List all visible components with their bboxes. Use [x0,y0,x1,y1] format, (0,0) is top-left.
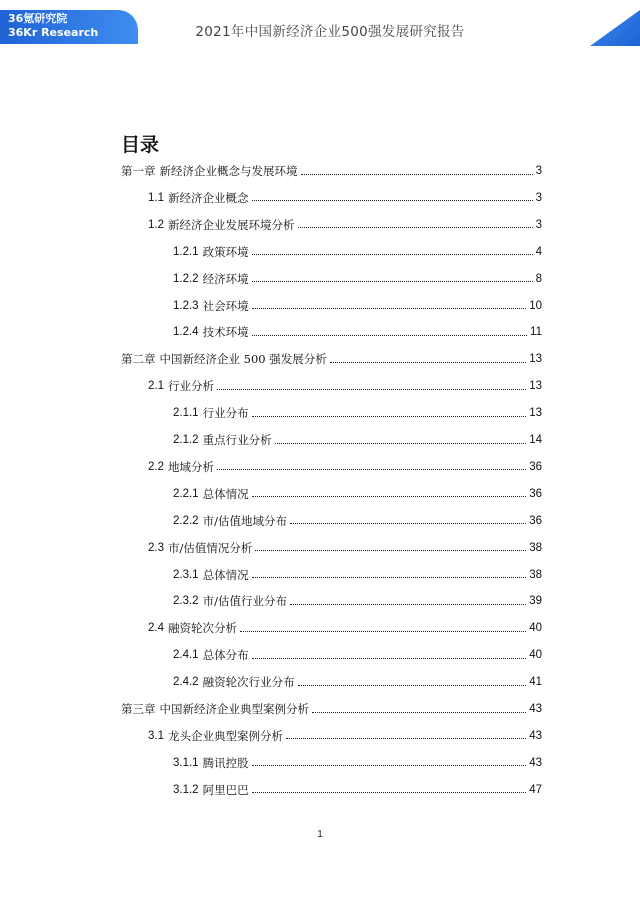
toc-entry-number: 1.1 [148,191,164,204]
toc-entry[interactable] [121,158,542,184]
toc-entry-number: 第二章 [121,352,156,367]
toc-entry-number: 2.1.1 [173,407,199,420]
toc-entry[interactable] [148,454,542,480]
toc-entry[interactable] [173,669,542,695]
toc-entry[interactable] [148,535,542,561]
toc-entry-number: 3.1.2 [173,783,199,796]
toc-entry-number: 2.2.1 [173,487,199,500]
toc-entry-page: 13 [529,407,542,420]
toc-entry-title: 融资轮次分析 [168,621,237,636]
toc-leader-dots [312,712,526,713]
toc-entry-page: 13 [529,353,542,366]
toc-leader-dots [275,443,527,444]
toc-entry-page: 10 [529,299,542,312]
toc-leader-dots [255,550,526,551]
toc-entry[interactable] [173,319,542,345]
toc-entry-number: 2.3 [148,541,164,554]
toc-leader-dots [252,496,527,497]
toc-leader-dots [252,658,527,659]
toc-leader-dots [217,389,526,390]
toc-entry-page: 43 [529,703,542,715]
toc-entry[interactable] [173,508,542,534]
toc-leader-dots [330,362,526,363]
toc-entry-number: 2.2 [148,460,164,473]
toc-entry-page: 3 [535,218,542,231]
toc-entry[interactable] [173,293,542,319]
toc-leader-dots [252,577,527,578]
toc-entry-number: 2.4.2 [173,676,199,689]
toc-entry-title: 新经济企业概念与发展环境 [159,164,298,178]
toc-leader-dots [290,604,526,605]
toc-leader-dots [252,281,533,282]
toc-entry-number: 1.2.2 [173,272,199,285]
toc-entry[interactable] [148,373,542,399]
toc-entry-page: 14 [529,434,542,446]
toc-entry-page: 36 [529,460,542,473]
toc-entry[interactable] [173,266,542,292]
toc-entry-number: 1.2.3 [173,299,199,312]
toc-entry-number: 2.4 [148,622,164,635]
toc-leader-dots [252,200,533,201]
toc-entry-title: 中国新经济企业典型案例分析 [159,702,309,716]
toc-leader-dots [252,335,527,336]
toc-leader-dots [217,469,526,470]
toc-entry-number: 3.1.1 [173,756,199,769]
toc-entry-page: 11 [530,326,542,339]
toc-entry-number: 2.3.2 [173,595,199,608]
toc-entry[interactable] [173,642,542,668]
toc-leader-dots [240,631,526,632]
toc-entry-title: 新经济企业发展环境分析 [168,217,295,232]
corner-decoration [590,10,640,46]
toc-entry-number: 2.2.2 [173,514,199,527]
toc-leader-dots [252,416,527,417]
toc-entry[interactable] [121,696,542,722]
toc-entry-number: 2.4.1 [173,649,199,662]
toc-entry-title: 市/估值情况分析 [168,540,253,555]
toc-entry[interactable] [148,185,542,211]
toc-leader-dots [298,227,533,228]
toc-entry-page: 4 [535,245,542,258]
toc-entry[interactable] [173,562,542,588]
toc-entry-title: 社会环境 [202,298,249,313]
toc-entry[interactable] [173,777,542,803]
toc-entry-page: 39 [529,595,542,608]
toc-entry-number: 第三章 [121,702,156,716]
toc-leader-dots [252,308,527,309]
toc-entry-title: 市/估值行业分布 [202,594,287,609]
toc-leader-dots [252,792,527,793]
toc-entry-number: 3.1 [148,729,164,742]
toc-entry-title: 总体情况 [202,486,249,501]
toc-leader-dots [286,738,526,739]
toc-entry[interactable] [173,750,542,776]
toc-entry-number: 2.1 [148,380,164,393]
toc-entry[interactable] [173,588,542,614]
toc-entry[interactable] [173,481,542,507]
toc-entry-page: 3 [535,191,542,204]
toc-entry-number: 1.2.4 [173,326,199,339]
toc-leader-dots [252,765,527,766]
toc-entry-page: 43 [529,729,542,742]
toc-entry-page: 38 [529,568,542,581]
toc-entry-number: 2.3.1 [173,568,199,581]
toc-entry-title: 技术环境 [202,325,249,340]
toc-entry-title: 重点行业分析 [202,433,272,447]
toc-entry[interactable] [173,239,542,265]
toc-entry-title: 腾讯控股 [202,755,249,770]
toc-entry[interactable] [148,723,542,749]
toc-entry-page: 43 [529,756,542,769]
page-header [0,0,640,48]
toc-entry-title: 地域分析 [168,459,214,474]
document-title: 2021年中国新经济企业500强发展研究报告 [195,24,465,40]
toc-entry[interactable] [173,400,542,426]
toc-entry-page: 3 [535,165,542,177]
toc-entry-title: 中国新经济企业 500 强发展分析 [159,352,327,367]
toc-entry-title: 总体情况 [202,567,249,582]
toc-entry-number: 2.1.2 [173,434,199,446]
toc-entry-page: 8 [535,272,542,285]
toc-leader-dots [301,174,533,175]
toc-entry-page: 40 [529,649,542,662]
toc-entry-title: 龙头企业典型案例分析 [168,728,283,743]
toc-leader-dots [290,523,526,524]
toc-entry-title: 总体分布 [202,648,249,663]
toc-entry-page: 36 [529,514,542,527]
toc-entry-number: 第一章 [121,164,156,178]
toc-entry-number: 1.2.1 [173,245,199,258]
brand-logo [8,12,98,40]
toc-entry-page: 36 [529,487,542,500]
toc-entry-number: 1.2 [148,218,164,231]
toc-entry[interactable] [173,427,542,453]
toc-entry-title: 经济环境 [202,271,249,286]
toc-entry-page: 47 [529,783,542,796]
toc-entry-page: 13 [529,380,542,393]
toc-entry-title: 政策环境 [202,244,249,259]
toc-entry-title: 融资轮次行业分布 [202,675,295,690]
toc-entry-title: 行业分析 [168,379,214,394]
toc-entry[interactable] [148,615,542,641]
toc-entry-page: 40 [529,622,542,635]
toc-entry[interactable] [121,346,542,372]
logo-line-en: 36Kr Research [8,26,99,39]
toc-entry-title: 阿里巴巴 [202,782,249,797]
toc-entry[interactable] [148,212,542,238]
page-number: 1 [317,829,323,840]
toc-leader-dots [252,254,533,255]
toc-entry-title: 市/估值地域分布 [202,513,287,528]
toc-entry-title: 行业分布 [202,406,249,421]
toc-entry-page: 41 [529,676,542,689]
toc-heading: 目录 [121,134,160,156]
logo-line-cn: 36氪研究院 [8,12,68,25]
toc-leader-dots [298,685,527,686]
toc-entry-title: 新经济企业概念 [168,190,249,205]
toc-entry-page: 38 [529,541,542,554]
